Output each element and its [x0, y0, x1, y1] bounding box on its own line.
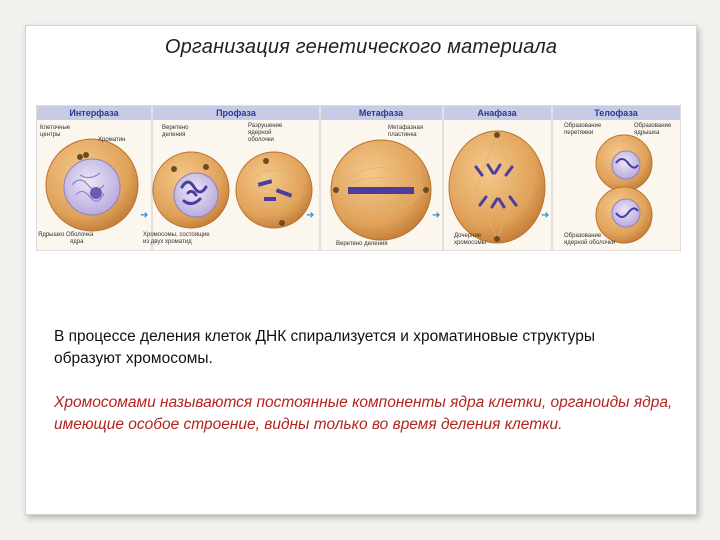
label-nuclear-envelope-2: ядра — [70, 239, 84, 245]
label-nuclear-envelope-1: Оболочка — [66, 232, 94, 238]
label-chromosomes-1: Хромосомы, состоящие — [143, 232, 210, 238]
interphase-cell — [46, 139, 138, 231]
phase-prophase: Профаза — [216, 108, 256, 118]
body-paragraph: В процессе деления клеток ДНК спирализуется и хроматиновые структуры образуют хромосомы. — [54, 328, 596, 367]
label-dissolved-envelope-1: Разрушение — [248, 123, 283, 129]
prophase-cell-2 — [236, 152, 315, 228]
label-furrow-2: перетяжки — [564, 130, 594, 136]
label-furrow-1: Образование — [564, 123, 602, 129]
metaphase-cell — [331, 140, 431, 240]
label-daughter-chromosomes-2: хромосомы — [454, 240, 486, 246]
label-spindle-3: Веретено деления — [336, 241, 388, 247]
slide — [25, 25, 697, 515]
mitosis-figure — [36, 105, 681, 251]
arrow-icon: ➜ — [140, 210, 149, 221]
arrow-icon: ➜ — [541, 210, 550, 221]
label-chromatin: Хроматин — [98, 137, 126, 143]
phase-headers — [37, 106, 680, 120]
label-dissolved-envelope-3: оболочки — [248, 137, 274, 143]
label-nucleolus-formation-2: ядрышка — [634, 130, 660, 136]
label-chromosomes-2: из двух хроматид — [143, 239, 192, 245]
label-envelope-formation-2: ядерной оболочки — [564, 240, 615, 246]
label-dissolved-envelope-2: ядерной — [248, 130, 272, 136]
phase-metaphase: Метафаза — [358, 108, 404, 118]
label-spindle-1: Веретено — [162, 125, 189, 131]
label-spindle-2: деления — [162, 132, 186, 138]
label-nucleolus: Ядрышко — [38, 232, 65, 238]
phase-anaphase: Анафаза — [477, 108, 517, 118]
definition-paragraph: Хромосомами называются постоянные компоненты ядра клетки, органоиды ядра, имеющие особое строение, видны только во время деления клетки. — [54, 394, 673, 433]
phase-interphase: Интерфаза — [69, 108, 119, 118]
label-cell-centers-2: центры — [40, 132, 61, 138]
label-daughter-chromosomes-1: Дочерние — [454, 233, 482, 239]
label-cell-centers-1: Клеточные — [40, 125, 71, 131]
label-metaphase-plate-1: Метафазная — [388, 125, 424, 131]
label-metaphase-plate-2: пластинка — [388, 132, 417, 138]
phase-telophase: Телофаза — [594, 108, 638, 118]
label-envelope-formation-1: Образование — [564, 233, 602, 239]
label-nucleolus-formation-1: Образование — [634, 123, 672, 129]
prophase-cell-1 — [153, 152, 229, 228]
arrow-icon: ➜ — [432, 210, 441, 221]
slide-title: Организация генетического материала — [164, 36, 558, 58]
anaphase-cell — [449, 131, 545, 243]
arrow-icon: ➜ — [306, 210, 315, 221]
